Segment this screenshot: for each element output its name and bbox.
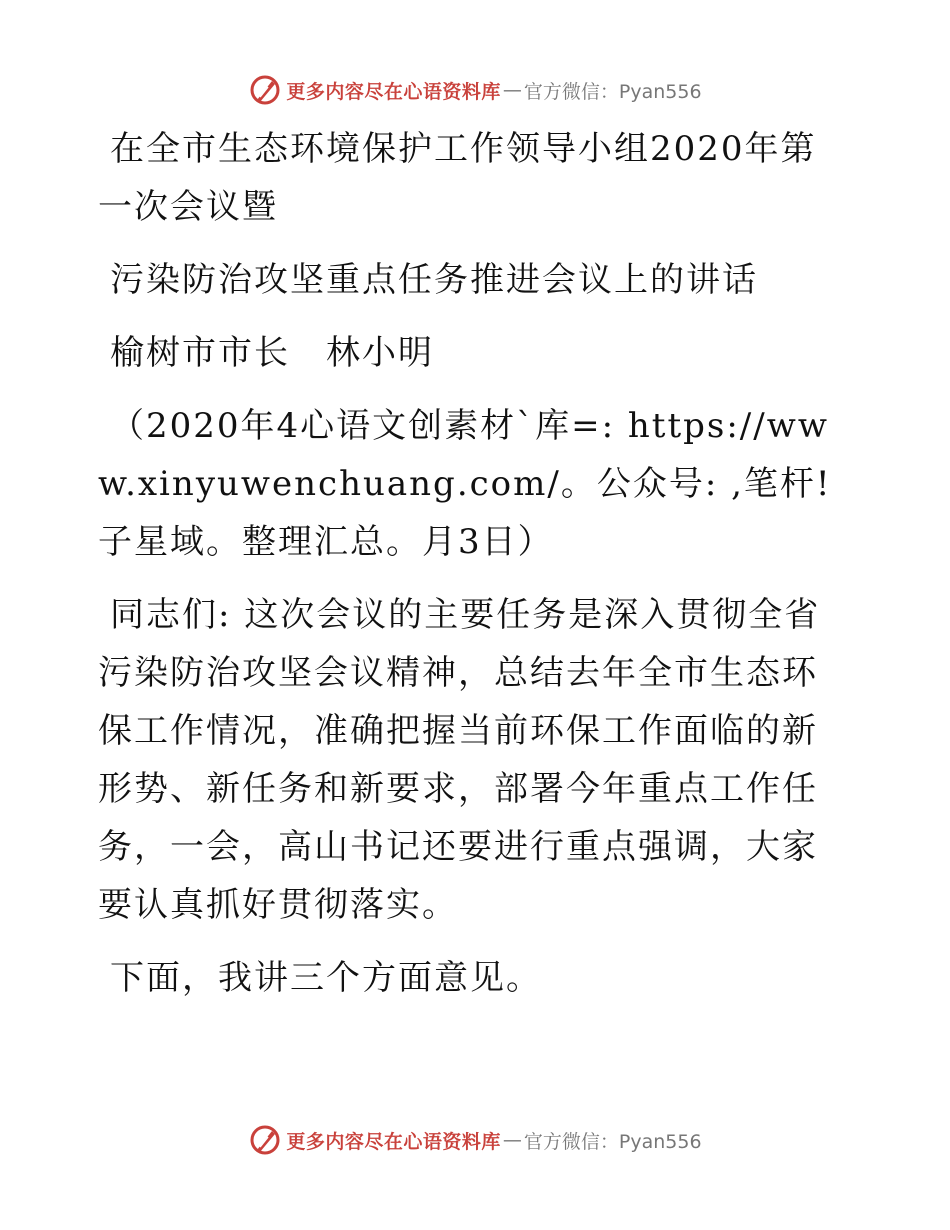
doc-paragraph-closing: 下面，我讲三个方面意见。 bbox=[110, 958, 542, 998]
doc-title-line-1: 在全市生态环境保护工作领导小组2020年第一次会议暨 bbox=[98, 129, 817, 227]
banner-dash: — bbox=[502, 79, 522, 101]
document-body bbox=[98, 120, 850, 1022]
banner-wechat: 官方微信：Pyan556 bbox=[523, 80, 702, 103]
banner-wechat: 官方微信：Pyan556 bbox=[523, 1130, 702, 1153]
doc-date-note: （2020年4心语文创素材`库=: https://www.xinyuwenchuang.com/。公众号: ,笔杆! 子星域。整理汇总。月3日） bbox=[98, 406, 832, 562]
footer-watermark-banner bbox=[0, 1120, 950, 1160]
doc-title-line-2: 污染防治攻坚重点任务推进会议上的讲话 bbox=[110, 260, 758, 300]
quill-logo-icon bbox=[248, 73, 282, 107]
doc-paragraph-body: 同志们: 这次会议的主要任务是深入贯彻全省污染防治攻坚会议精神，总结去年全市生态环保工作情况，准确把握当前环保工作面临的新形势、新任务和新要求，部署今年重点工作任务，一会，高山书记还要进行重点强调，大家要认真抓好贯彻落实。 bbox=[98, 595, 821, 925]
banner-site-name: 更多内容尽在心语资料库 bbox=[286, 1130, 501, 1153]
header-watermark-banner bbox=[0, 70, 950, 110]
banner-site-name: 更多内容尽在心语资料库 bbox=[286, 80, 501, 103]
quill-logo-icon bbox=[248, 1123, 282, 1157]
banner-dash: — bbox=[502, 1129, 522, 1151]
doc-author: 榆树市市长 林小明 bbox=[110, 333, 434, 373]
